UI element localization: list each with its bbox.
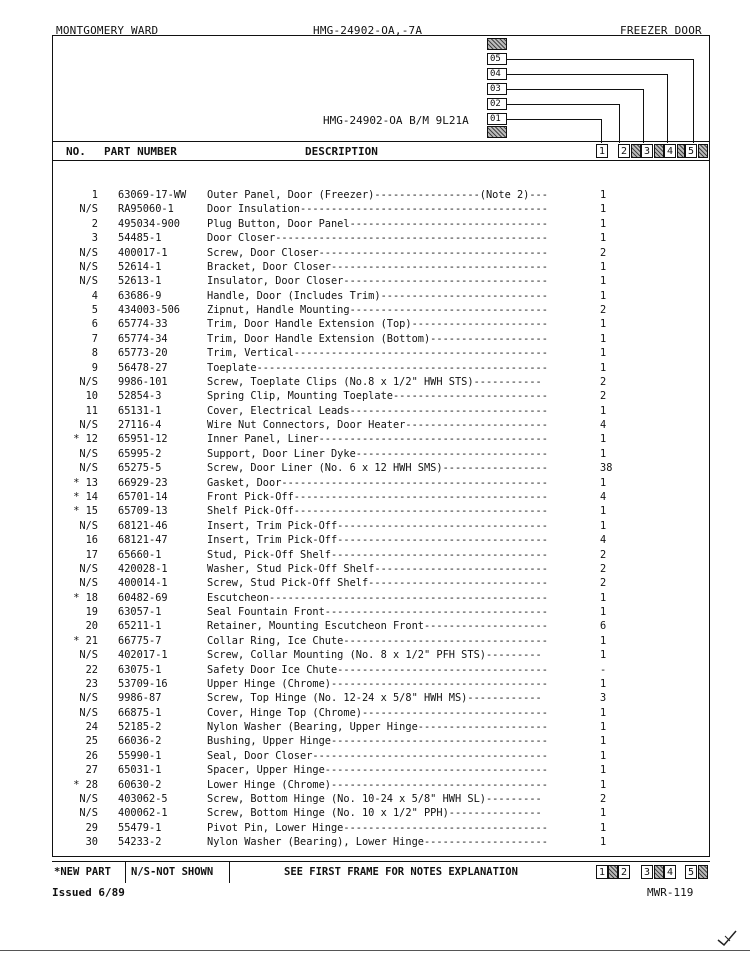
table-row [52, 202, 672, 216]
part-number: 400014-1 [118, 577, 168, 590]
table-row [52, 821, 672, 835]
part-description: Insert, Trim Pick-Off---------------------------------- [207, 534, 548, 547]
part-quantity: 2 [600, 562, 607, 575]
table-row [52, 447, 672, 461]
part-number: 9986-87 [118, 692, 162, 705]
part-description: Handle, Door (Includes Trim)--------------------------- [207, 289, 548, 302]
item-number: N/S [79, 246, 98, 259]
frame-box-1: 1 [596, 144, 608, 158]
item-number: 9 [91, 361, 98, 374]
frame-box-2: 2 [618, 144, 630, 158]
part-number: 56478-27 [118, 361, 168, 374]
part-number: 65774-33 [118, 318, 168, 331]
notes-explanation: SEE FIRST FRAME FOR NOTES EXPLANATION [284, 866, 518, 878]
part-quantity: 2 [600, 390, 607, 403]
item-number: 26 [85, 749, 98, 762]
part-description: Shelf Pick-Off----------------------------------------- [207, 505, 548, 518]
item-number: 25 [85, 735, 98, 748]
item-number: N/S [79, 519, 98, 532]
item-number: 29 [85, 821, 98, 834]
table-row [52, 231, 672, 245]
table-row [52, 274, 672, 288]
footer-frame-box-spacer [654, 865, 664, 879]
part-description: Zipnut, Handle Mounting-------------------------------- [207, 304, 548, 317]
part-description: Bracket, Door Closer----------------------------------- [207, 260, 548, 273]
item-number: * 12 [73, 433, 98, 446]
part-number: 65774-34 [118, 332, 168, 345]
column-header-top-rule [52, 141, 710, 142]
item-number: 7 [91, 332, 98, 345]
revision-tab-blank [487, 38, 507, 50]
part-description: Screw, Top Hinge (No. 12-24 x 5/8" HWH MS)------------ [207, 692, 542, 705]
part-number: 9986-101 [118, 375, 168, 388]
item-number: 10 [85, 390, 98, 403]
part-quantity: 1 [600, 606, 607, 619]
part-description: Retainer, Mounting Escutcheon Front-------------------- [207, 620, 548, 633]
item-number: 5 [91, 304, 98, 317]
table-row [52, 476, 672, 490]
table-row [52, 246, 672, 260]
part-description: Screw, Door Closer------------------------------------- [207, 246, 548, 259]
table-row [52, 648, 672, 662]
item-number: N/S [79, 692, 98, 705]
issue-date: Issued 6/89 [52, 886, 125, 899]
table-row [52, 778, 672, 792]
legend-new-part: *NEW PART [54, 866, 111, 878]
part-number: 55479-1 [118, 821, 162, 834]
item-number: 16 [85, 534, 98, 547]
part-quantity: 3 [600, 692, 607, 705]
item-number: N/S [79, 419, 98, 432]
part-quantity: 1 [600, 591, 607, 604]
table-row [52, 317, 672, 331]
item-number: 24 [85, 721, 98, 734]
item-number: * 15 [73, 505, 98, 518]
table-row [52, 691, 672, 705]
part-quantity: 1 [600, 721, 607, 734]
item-number: 2 [91, 217, 98, 230]
part-number: 65275-5 [118, 462, 162, 475]
table-row [52, 763, 672, 777]
item-number: 4 [91, 289, 98, 302]
item-number: 17 [85, 548, 98, 561]
revision-tab-05: 05 [487, 53, 507, 65]
footer-frame-box-spacer [698, 865, 708, 879]
table-row [52, 806, 672, 820]
model-number: HMG-24902-OA,-7A [313, 24, 423, 37]
table-row [52, 792, 672, 806]
part-description: Escutcheon--------------------------------------------- [207, 591, 548, 604]
part-description: Wire Nut Connectors, Door Heater----------------------- [207, 419, 548, 432]
item-number: N/S [79, 447, 98, 460]
part-quantity: 1 [600, 275, 607, 288]
footer-frame-box-spacer [608, 865, 618, 879]
table-row [52, 432, 672, 446]
part-description: Door Closer-------------------------------------------- [207, 232, 548, 245]
item-number: N/S [79, 706, 98, 719]
part-quantity: 4 [600, 419, 607, 432]
part-quantity: 1 [600, 447, 607, 460]
part-description: Toeplate----------------------------------------------- [207, 361, 548, 374]
part-description: Collar Ring, Ice Chute--------------------------------- [207, 634, 548, 647]
footer-frame-box-2: 2 [618, 865, 630, 879]
brand-name: MONTGOMERY WARD [56, 24, 159, 37]
part-quantity: 6 [600, 620, 607, 633]
table-row [52, 519, 672, 533]
frame-box-spacer [677, 144, 685, 158]
part-description: Insert, Trim Pick-Off---------------------------------- [207, 519, 548, 532]
part-quantity: - [600, 663, 607, 676]
footer-frame-box-5: 5 [685, 865, 697, 879]
part-description: Outer Panel, Door (Freezer)-----------------(Note 2)--- [207, 189, 548, 201]
part-quantity: 2 [600, 304, 607, 317]
part-description: Plug Button, Door Panel-------------------------------- [207, 217, 548, 230]
part-quantity: 1 [600, 260, 607, 273]
item-number: N/S [79, 462, 98, 475]
leader-line-01 [507, 119, 602, 143]
part-number: 65773-20 [118, 347, 168, 360]
part-description: Cover, Electrical Leads-------------------------------- [207, 404, 548, 417]
part-quantity: 1 [600, 778, 607, 791]
item-number: 6 [91, 318, 98, 331]
item-number: * 18 [73, 591, 98, 604]
table-row [52, 389, 672, 403]
part-quantity: 1 [600, 361, 607, 374]
page-edge-line [0, 950, 750, 951]
part-number: 52613-1 [118, 275, 162, 288]
part-number: 65131-1 [118, 404, 162, 417]
part-description: Seal Fountain Front------------------------------------ [207, 606, 548, 619]
table-row [52, 461, 672, 475]
item-number: 11 [85, 404, 98, 417]
item-number: * 28 [73, 778, 98, 791]
part-quantity: 1 [600, 189, 607, 201]
part-number: 65701-14 [118, 490, 168, 503]
part-description: Pivot Pin, Lower Hinge--------------------------------- [207, 821, 548, 834]
part-quantity: 1 [600, 332, 607, 345]
table-row [52, 548, 672, 562]
part-number: 63075-1 [118, 663, 162, 676]
part-number: 68121-47 [118, 534, 168, 547]
revision-tab-04: 04 [487, 68, 507, 80]
frame-box-spacer [698, 144, 708, 158]
table-row [52, 835, 672, 849]
model-reference: HMG-24902-OA B/M 9L21A [323, 114, 469, 127]
item-number: 27 [85, 764, 98, 777]
part-description: Gasket, Door------------------------------------------- [207, 476, 548, 489]
footer-frame-box-4: 4 [664, 865, 676, 879]
table-row [52, 677, 672, 691]
document-code: MWR-119 [647, 886, 694, 899]
table-row [52, 591, 672, 605]
part-number: 60630-2 [118, 778, 162, 791]
table-row [52, 217, 672, 231]
table-row [52, 605, 672, 619]
part-description: Trim, Door Handle Extension (Bottom)------------------- [207, 332, 548, 345]
table-row [52, 706, 672, 720]
part-quantity: 1 [600, 433, 607, 446]
part-description: Spacer, Upper Hinge------------------------------------ [207, 764, 548, 777]
legend-not-shown: N/S-NOT SHOWN [131, 866, 214, 878]
column-header-bottom-rule [52, 160, 710, 161]
item-number: N/S [79, 375, 98, 388]
frame-box-spacer [631, 144, 641, 158]
part-description: Front Pick-Off----------------------------------------- [207, 490, 548, 503]
table-row [52, 346, 672, 360]
part-quantity: 1 [600, 764, 607, 777]
footer-frame-box-3: 3 [641, 865, 653, 879]
part-number: 400017-1 [118, 246, 168, 259]
part-number: 52614-1 [118, 260, 162, 273]
part-number: 68121-46 [118, 519, 168, 532]
item-number: N/S [79, 203, 98, 216]
footer-divider [229, 861, 230, 883]
part-quantity: 2 [600, 548, 607, 561]
revision-tab-blank-bottom [487, 126, 507, 138]
column-no: NO. [66, 145, 86, 158]
item-number: 30 [85, 836, 98, 849]
part-number: 63057-1 [118, 606, 162, 619]
item-number: 19 [85, 606, 98, 619]
part-number: 403062-5 [118, 792, 168, 805]
part-description: Support, Door Liner Dyke------------------------------- [207, 447, 548, 460]
part-number: 66775-7 [118, 634, 162, 647]
part-number: RA95060-1 [118, 203, 174, 216]
table-row [52, 749, 672, 763]
item-number: N/S [79, 649, 98, 662]
part-number: 65211-1 [118, 620, 162, 633]
item-number: N/S [79, 562, 98, 575]
part-number: 66875-1 [118, 706, 162, 719]
table-row [52, 634, 672, 648]
part-quantity: 1 [600, 649, 607, 662]
table-row [52, 418, 672, 432]
section-title: FREEZER DOOR [620, 24, 702, 37]
part-description: Door Insulation---------------------------------------- [207, 203, 548, 216]
footer-frame-box-1: 1 [596, 865, 608, 879]
table-row [52, 663, 672, 677]
part-number: 66036-2 [118, 735, 162, 748]
part-number: 400062-1 [118, 807, 168, 820]
part-quantity: 1 [600, 821, 607, 834]
part-description: Washer, Stud Pick-Off Shelf---------------------------- [207, 562, 548, 575]
part-description: Lower Hinge (Chrome)----------------------------------- [207, 778, 548, 791]
footer-divider [125, 861, 126, 883]
part-number: 55990-1 [118, 749, 162, 762]
part-quantity: 2 [600, 375, 607, 388]
frame-box-5: 5 [685, 144, 697, 158]
item-number: * 13 [73, 476, 98, 489]
table-row [52, 490, 672, 504]
part-quantity: 1 [600, 749, 607, 762]
table-row [52, 375, 672, 389]
table-row [52, 619, 672, 633]
item-number: N/S [79, 577, 98, 590]
part-description: Screw, Collar Mounting (No. 8 x 1/2" PFH STS)--------- [207, 649, 542, 662]
item-number: N/S [79, 260, 98, 273]
part-description: Nylon Washer (Bearing), Lower Hinge-------------------- [207, 836, 548, 849]
part-quantity: 1 [600, 505, 607, 518]
table-row [52, 562, 672, 576]
part-quantity: 1 [600, 519, 607, 532]
part-description: Trim, Door Handle Extension (Top)---------------------- [207, 318, 548, 331]
revision-tab-02: 02 [487, 98, 507, 110]
frame-box-4: 4 [664, 144, 676, 158]
item-number: N/S [79, 275, 98, 288]
table-row [52, 289, 672, 303]
column-description: DESCRIPTION [305, 145, 378, 158]
item-number: 3 [91, 232, 98, 245]
part-description: Bushing, Upper Hinge----------------------------------- [207, 735, 548, 748]
part-description: Nylon Washer (Bearing, Upper Hinge--------------------- [207, 721, 548, 734]
part-number: 65660-1 [118, 548, 162, 561]
part-quantity: 1 [600, 634, 607, 647]
item-number: * 21 [73, 634, 98, 647]
part-quantity: 4 [600, 534, 607, 547]
table-row [52, 504, 672, 518]
part-number: 63069-17-WW [118, 189, 187, 201]
table-row [52, 404, 672, 418]
part-number: 402017-1 [118, 649, 168, 662]
part-description: Inner Panel, Liner------------------------------------- [207, 433, 548, 446]
table-row [52, 576, 672, 590]
part-quantity: 1 [600, 706, 607, 719]
item-number: 8 [91, 347, 98, 360]
part-number: 66929-23 [118, 476, 168, 489]
table-row [52, 332, 672, 346]
item-number: 20 [85, 620, 98, 633]
part-number: 54233-2 [118, 836, 162, 849]
part-quantity: 38 [600, 462, 613, 475]
item-number: 23 [85, 677, 98, 690]
item-number: * 14 [73, 490, 98, 503]
part-number: 53709-16 [118, 677, 168, 690]
part-description: Trim, Vertical----------------------------------------- [207, 347, 548, 360]
part-quantity: 2 [600, 577, 607, 590]
part-quantity: 1 [600, 807, 607, 820]
part-number: 63686-9 [118, 289, 162, 302]
frame-box-spacer [654, 144, 664, 158]
part-number: 65031-1 [118, 764, 162, 777]
table-row [52, 303, 672, 317]
item-number: 22 [85, 663, 98, 676]
item-number: 1 [91, 189, 98, 201]
part-quantity: 1 [600, 404, 607, 417]
part-description: Screw, Bottom Hinge (No. 10-24 x 5/8" HWH SL)--------- [207, 792, 542, 805]
table-row [52, 720, 672, 734]
part-number: 27116-4 [118, 419, 162, 432]
part-number: 65995-2 [118, 447, 162, 460]
part-description: Cover, Hinge Top (Chrome)------------------------------ [207, 706, 548, 719]
part-number: 54485-1 [118, 232, 162, 245]
part-quantity: 1 [600, 217, 607, 230]
part-quantity: 1 [600, 318, 607, 331]
item-number: N/S [79, 807, 98, 820]
part-number: 420028-1 [118, 562, 168, 575]
part-quantity: 2 [600, 792, 607, 805]
table-row [52, 734, 672, 748]
part-quantity: 1 [600, 677, 607, 690]
part-description: Safety Door Ice Chute---------------------------------- [207, 663, 548, 676]
part-quantity: 1 [600, 735, 607, 748]
part-number: 52185-2 [118, 721, 162, 734]
part-description: Screw, Stud Pick-Off Shelf----------------------------- [207, 577, 548, 590]
part-number: 434003-506 [118, 304, 180, 317]
table-row [52, 533, 672, 547]
part-description: Screw, Door Liner (No. 6 x 12 HWH SMS)----------------- [207, 462, 548, 475]
part-quantity: 1 [600, 203, 607, 216]
column-part-number: PART NUMBER [104, 145, 177, 158]
part-description: Spring Clip, Mounting Toeplate------------------------- [207, 390, 548, 403]
part-quantity: 1 [600, 232, 607, 245]
check-mark-icon [716, 928, 740, 952]
part-quantity: 1 [600, 476, 607, 489]
part-description: Upper Hinge (Chrome)----------------------------------- [207, 677, 548, 690]
table-row [52, 188, 672, 202]
part-quantity: 1 [600, 836, 607, 849]
part-description: Screw, Toeplate Clips (No.8 x 1/2" HWH STS)----------- [207, 375, 542, 388]
part-description: Insulator, Door Closer--------------------------------- [207, 275, 548, 288]
part-number: 65951-12 [118, 433, 168, 446]
part-quantity: 2 [600, 246, 607, 259]
footer-top-rule [52, 861, 710, 862]
revision-tab-01: 01 [487, 113, 507, 125]
part-description: Seal, Door Closer-------------------------------------- [207, 749, 548, 762]
part-quantity: 1 [600, 289, 607, 302]
part-quantity: 4 [600, 490, 607, 503]
table-row [52, 361, 672, 375]
item-number: N/S [79, 792, 98, 805]
frame-box-3: 3 [641, 144, 653, 158]
part-number: 65709-13 [118, 505, 168, 518]
part-quantity: 1 [600, 347, 607, 360]
part-number: 52854-3 [118, 390, 162, 403]
part-description: Stud, Pick-Off Shelf----------------------------------- [207, 548, 548, 561]
table-row [52, 260, 672, 274]
part-number: 60482-69 [118, 591, 168, 604]
revision-tab-03: 03 [487, 83, 507, 95]
part-description: Screw, Bottom Hinge (No. 10 x 1/2" PPH)--------------- [207, 807, 542, 820]
part-number: 495034-900 [118, 217, 180, 230]
